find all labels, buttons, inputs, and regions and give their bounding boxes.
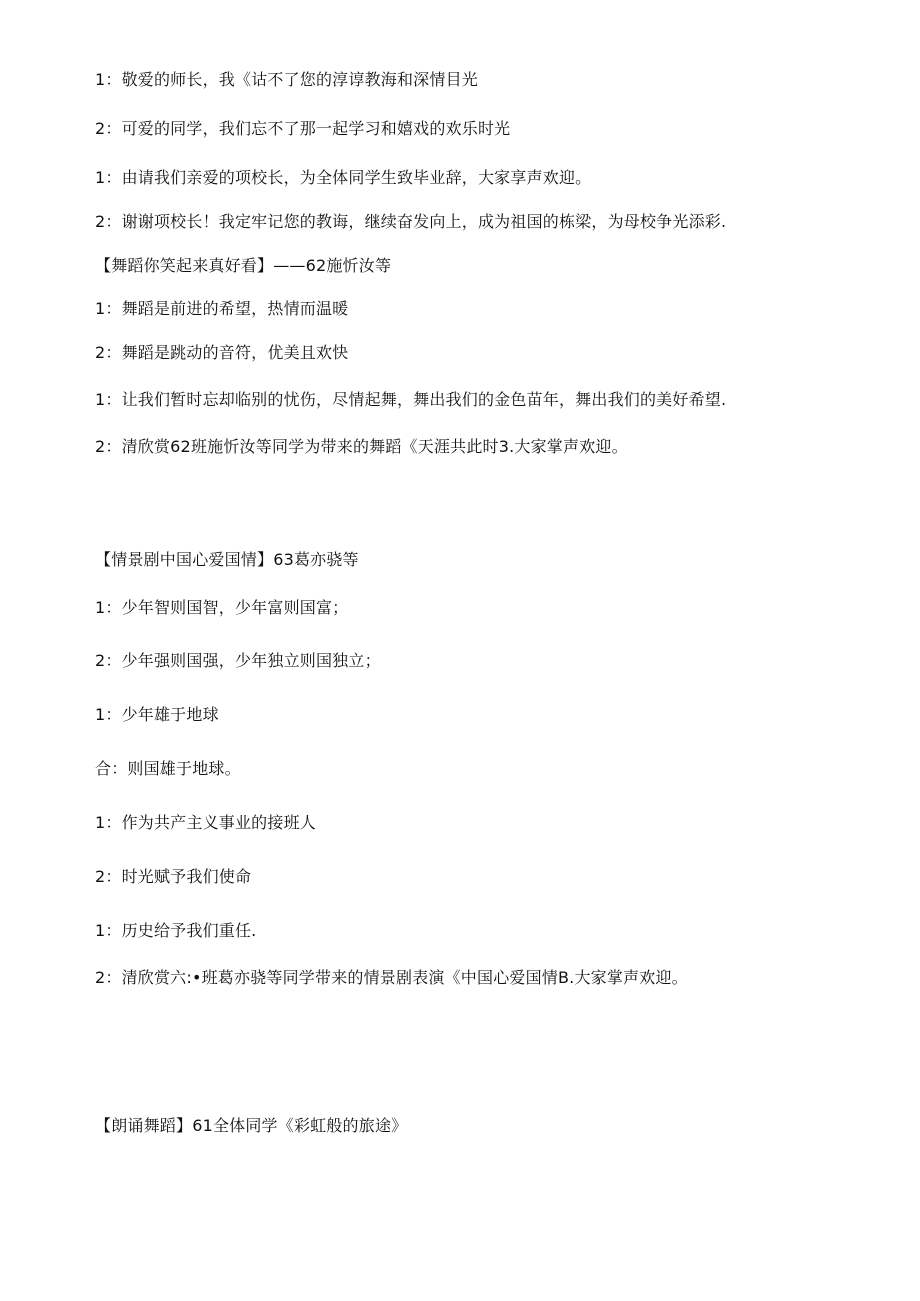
dialogue-line: 2：清欣赏六:•班葛亦骁等同学带来的情景剧表演《中国心爱国情B.大家掌声欢迎。 bbox=[95, 968, 688, 987]
dialogue-line: 1：舞蹈是前进的希望，热情而温暖 bbox=[95, 299, 349, 318]
dialogue-line: 1：少年雄于地球 bbox=[95, 705, 219, 724]
dialogue-line: 2：时光赋予我们使命 bbox=[95, 867, 252, 886]
dialogue-line: 1：让我们暂时忘却临别的忧伤，尽情起舞，舞出我们的金色苗年，舞出我们的美好希望. bbox=[95, 390, 727, 409]
dialogue-line: 1：历史给予我们重任. bbox=[95, 921, 257, 940]
section-heading: 【舞蹈你笑起来真好看】——62施忻汝等 bbox=[95, 256, 392, 275]
dialogue-line: 2：清欣赏62班施忻汝等同学为带来的舞蹈《天涯共此时3.大家掌声欢迎。 bbox=[95, 437, 628, 456]
dialogue-line: 2：可爱的同学，我们忘不了那一起学习和嬉戏的欢乐时光 bbox=[95, 119, 511, 138]
section-heading: 【情景剧中国心爱国情】63葛亦骁等 bbox=[95, 550, 359, 569]
dialogue-line: 合：则国雄于地球。 bbox=[95, 759, 241, 778]
dialogue-line: 1：敬爱的师长，我《诂不了您的淳谆教海和深情目光 bbox=[95, 70, 478, 89]
dialogue-line: 2：少年强则国强，少年独立则国独立； bbox=[95, 651, 381, 670]
dialogue-line: 2：谢谢项校长！我定牢记您的教诲，继续奋发向上，成为祖国的栋梁，为母校争光添彩. bbox=[95, 212, 727, 231]
dialogue-line: 1：由请我们亲爱的项校长，为全体同学生致毕业辞，大家享声欢迎。 bbox=[95, 168, 592, 187]
dialogue-line: 1：少年智则国智，少年富则国富； bbox=[95, 598, 349, 617]
dialogue-line: 1：作为共产主义事业的接班人 bbox=[95, 813, 316, 832]
section-heading: 【朗诵舞蹈】61全体同学《彩虹般的旅途》 bbox=[95, 1116, 408, 1135]
dialogue-line: 2：舞蹈是跳动的音符，优美且欢快 bbox=[95, 343, 349, 362]
